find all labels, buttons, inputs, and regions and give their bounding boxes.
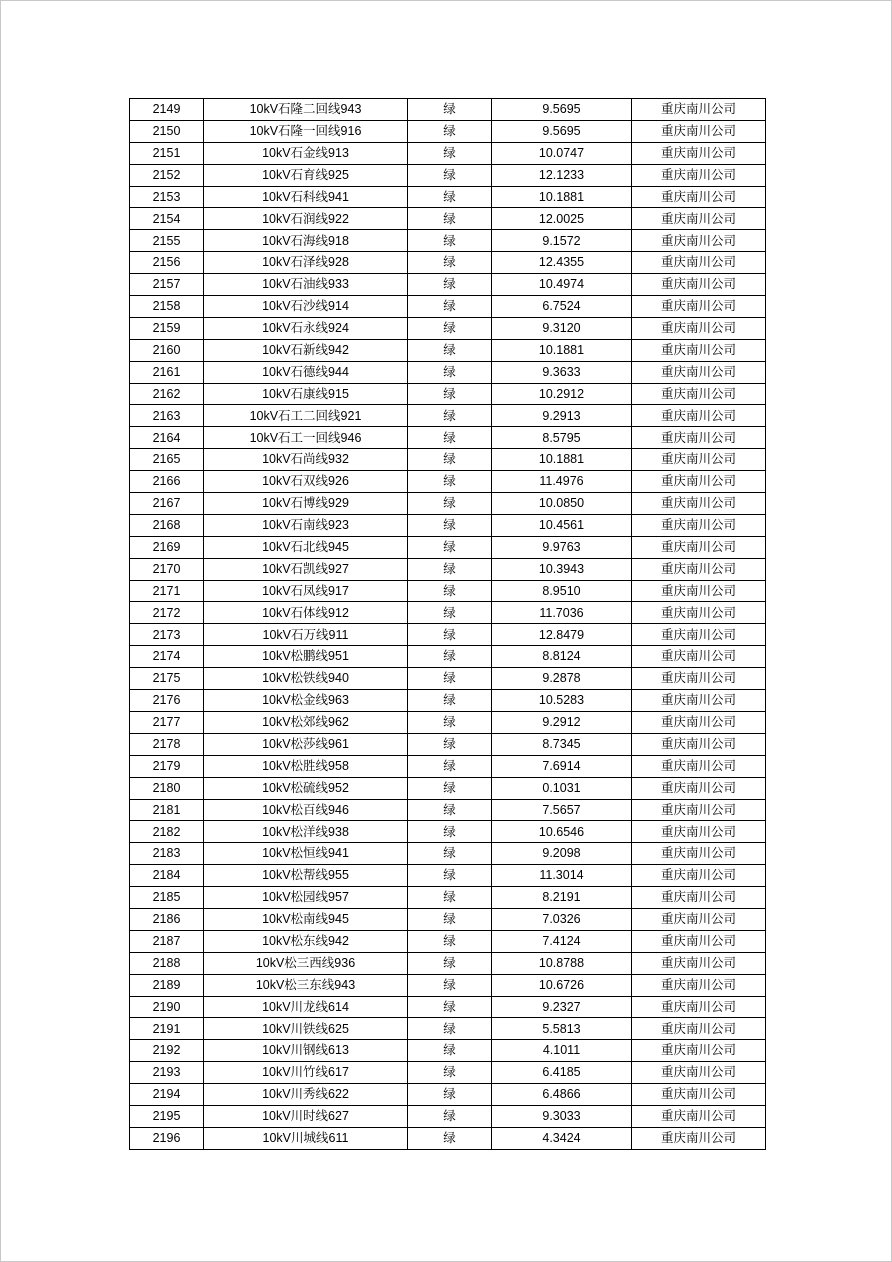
cell-organization: 重庆南川公司 — [632, 427, 766, 449]
cell-value: 9.2327 — [492, 996, 632, 1018]
cell-index: 2152 — [130, 164, 204, 186]
cell-color: 绿 — [408, 602, 492, 624]
cell-color: 绿 — [408, 711, 492, 733]
table-row — [130, 514, 766, 536]
data-table-container — [129, 98, 765, 1150]
cell-organization: 重庆南川公司 — [632, 230, 766, 252]
cell-organization: 重庆南川公司 — [632, 142, 766, 164]
cell-organization: 重庆南川公司 — [632, 624, 766, 646]
cell-value: 9.2912 — [492, 711, 632, 733]
cell-organization: 重庆南川公司 — [632, 99, 766, 121]
table-row — [130, 887, 766, 909]
cell-index: 2156 — [130, 252, 204, 274]
cell-line_name: 10kV石新线942 — [204, 339, 408, 361]
cell-index: 2172 — [130, 602, 204, 624]
cell-line_name: 10kV石康线915 — [204, 383, 408, 405]
cell-organization: 重庆南川公司 — [632, 799, 766, 821]
cell-line_name: 10kV松鹏线951 — [204, 646, 408, 668]
cell-organization: 重庆南川公司 — [632, 580, 766, 602]
cell-color: 绿 — [408, 471, 492, 493]
cell-line_name: 10kV石工二回线921 — [204, 405, 408, 427]
cell-index: 2192 — [130, 1040, 204, 1062]
table-row — [130, 952, 766, 974]
cell-organization: 重庆南川公司 — [632, 843, 766, 865]
cell-line_name: 10kV松金线963 — [204, 690, 408, 712]
cell-index: 2194 — [130, 1084, 204, 1106]
cell-organization: 重庆南川公司 — [632, 449, 766, 471]
cell-color: 绿 — [408, 930, 492, 952]
cell-index: 2171 — [130, 580, 204, 602]
table-row — [130, 602, 766, 624]
cell-index: 2161 — [130, 361, 204, 383]
cell-index: 2183 — [130, 843, 204, 865]
cell-color: 绿 — [408, 1084, 492, 1106]
table-row — [130, 208, 766, 230]
cell-organization: 重庆南川公司 — [632, 668, 766, 690]
cell-line_name: 10kV石隆一回线916 — [204, 120, 408, 142]
cell-value: 10.1881 — [492, 186, 632, 208]
cell-value: 10.4974 — [492, 274, 632, 296]
cell-index: 2155 — [130, 230, 204, 252]
cell-line_name: 10kV川铁线625 — [204, 1018, 408, 1040]
cell-organization: 重庆南川公司 — [632, 1062, 766, 1084]
cell-index: 2190 — [130, 996, 204, 1018]
table-row — [130, 274, 766, 296]
cell-organization: 重庆南川公司 — [632, 252, 766, 274]
cell-line_name: 10kV石隆二回线943 — [204, 99, 408, 121]
cell-line_name: 10kV松园线957 — [204, 887, 408, 909]
table-row — [130, 296, 766, 318]
cell-color: 绿 — [408, 974, 492, 996]
cell-line_name: 10kV松帮线955 — [204, 865, 408, 887]
cell-value: 9.3033 — [492, 1105, 632, 1127]
table-row — [130, 186, 766, 208]
cell-index: 2182 — [130, 821, 204, 843]
cell-value: 4.1011 — [492, 1040, 632, 1062]
cell-value: 5.5813 — [492, 1018, 632, 1040]
cell-organization: 重庆南川公司 — [632, 317, 766, 339]
cell-organization: 重庆南川公司 — [632, 471, 766, 493]
cell-organization: 重庆南川公司 — [632, 558, 766, 580]
cell-organization: 重庆南川公司 — [632, 755, 766, 777]
cell-color: 绿 — [408, 1018, 492, 1040]
cell-index: 2158 — [130, 296, 204, 318]
cell-index: 2188 — [130, 952, 204, 974]
cell-line_name: 10kV石双线926 — [204, 471, 408, 493]
cell-value: 6.4185 — [492, 1062, 632, 1084]
cell-line_name: 10kV石金线913 — [204, 142, 408, 164]
table-row — [130, 865, 766, 887]
table-row — [130, 230, 766, 252]
cell-index: 2166 — [130, 471, 204, 493]
cell-organization: 重庆南川公司 — [632, 602, 766, 624]
cell-index: 2159 — [130, 317, 204, 339]
cell-line_name: 10kV石南线923 — [204, 514, 408, 536]
cell-line_name: 10kV川龙线614 — [204, 996, 408, 1018]
table-row — [130, 558, 766, 580]
cell-organization: 重庆南川公司 — [632, 536, 766, 558]
cell-index: 2195 — [130, 1105, 204, 1127]
cell-value: 10.0850 — [492, 493, 632, 515]
cell-organization: 重庆南川公司 — [632, 361, 766, 383]
cell-color: 绿 — [408, 777, 492, 799]
cell-value: 11.3014 — [492, 865, 632, 887]
cell-color: 绿 — [408, 120, 492, 142]
cell-index: 2176 — [130, 690, 204, 712]
cell-index: 2185 — [130, 887, 204, 909]
cell-color: 绿 — [408, 449, 492, 471]
cell-line_name: 10kV松三西线936 — [204, 952, 408, 974]
cell-value: 8.7345 — [492, 733, 632, 755]
cell-line_name: 10kV石泽线928 — [204, 252, 408, 274]
cell-value: 10.3943 — [492, 558, 632, 580]
cell-color: 绿 — [408, 996, 492, 1018]
cell-organization: 重庆南川公司 — [632, 908, 766, 930]
cell-color: 绿 — [408, 733, 492, 755]
cell-color: 绿 — [408, 317, 492, 339]
table-row — [130, 733, 766, 755]
cell-color: 绿 — [408, 1127, 492, 1149]
cell-value: 7.0326 — [492, 908, 632, 930]
cell-value: 12.0025 — [492, 208, 632, 230]
table-row — [130, 471, 766, 493]
cell-value: 7.5657 — [492, 799, 632, 821]
cell-index: 2179 — [130, 755, 204, 777]
table-row — [130, 777, 766, 799]
table-row — [130, 1062, 766, 1084]
cell-value: 10.1881 — [492, 339, 632, 361]
cell-organization: 重庆南川公司 — [632, 120, 766, 142]
cell-index: 2165 — [130, 449, 204, 471]
table-row — [130, 120, 766, 142]
cell-line_name: 10kV松洋线938 — [204, 821, 408, 843]
cell-value: 7.6914 — [492, 755, 632, 777]
cell-organization: 重庆南川公司 — [632, 690, 766, 712]
cell-value: 10.6546 — [492, 821, 632, 843]
cell-index: 2191 — [130, 1018, 204, 1040]
table-row — [130, 1105, 766, 1127]
cell-organization: 重庆南川公司 — [632, 952, 766, 974]
cell-color: 绿 — [408, 296, 492, 318]
cell-value: 9.9763 — [492, 536, 632, 558]
cell-color: 绿 — [408, 755, 492, 777]
cell-index: 2180 — [130, 777, 204, 799]
cell-value: 10.2912 — [492, 383, 632, 405]
cell-organization: 重庆南川公司 — [632, 514, 766, 536]
cell-line_name: 10kV石工一回线946 — [204, 427, 408, 449]
cell-organization: 重庆南川公司 — [632, 383, 766, 405]
cell-organization: 重庆南川公司 — [632, 777, 766, 799]
cell-value: 8.5795 — [492, 427, 632, 449]
cell-line_name: 10kV川城线611 — [204, 1127, 408, 1149]
cell-organization: 重庆南川公司 — [632, 493, 766, 515]
table-row — [130, 930, 766, 952]
cell-value: 9.2878 — [492, 668, 632, 690]
table-row — [130, 142, 766, 164]
cell-color: 绿 — [408, 361, 492, 383]
cell-color: 绿 — [408, 624, 492, 646]
table-row — [130, 1040, 766, 1062]
table-row — [130, 405, 766, 427]
cell-value: 12.1233 — [492, 164, 632, 186]
cell-line_name: 10kV石凯线927 — [204, 558, 408, 580]
cell-color: 绿 — [408, 1040, 492, 1062]
table-row — [130, 493, 766, 515]
cell-line_name: 10kV松郊线962 — [204, 711, 408, 733]
cell-value: 8.9510 — [492, 580, 632, 602]
cell-color: 绿 — [408, 142, 492, 164]
table-row — [130, 164, 766, 186]
cell-value: 6.7524 — [492, 296, 632, 318]
cell-line_name: 10kV川竹线617 — [204, 1062, 408, 1084]
cell-index: 2153 — [130, 186, 204, 208]
cell-index: 2169 — [130, 536, 204, 558]
cell-value: 9.3633 — [492, 361, 632, 383]
cell-value: 9.1572 — [492, 230, 632, 252]
table-row — [130, 821, 766, 843]
cell-index: 2170 — [130, 558, 204, 580]
cell-value: 4.3424 — [492, 1127, 632, 1149]
cell-organization: 重庆南川公司 — [632, 1084, 766, 1106]
cell-color: 绿 — [408, 1062, 492, 1084]
cell-line_name: 10kV石尚线932 — [204, 449, 408, 471]
table-row — [130, 383, 766, 405]
table-row — [130, 536, 766, 558]
table-row — [130, 1127, 766, 1149]
cell-line_name: 10kV川钢线613 — [204, 1040, 408, 1062]
cell-organization: 重庆南川公司 — [632, 821, 766, 843]
cell-index: 2177 — [130, 711, 204, 733]
cell-organization: 重庆南川公司 — [632, 296, 766, 318]
cell-index: 2184 — [130, 865, 204, 887]
cell-organization: 重庆南川公司 — [632, 1040, 766, 1062]
cell-color: 绿 — [408, 821, 492, 843]
table-row — [130, 317, 766, 339]
cell-color: 绿 — [408, 558, 492, 580]
table-row — [130, 908, 766, 930]
table-row — [130, 580, 766, 602]
data-table — [129, 98, 766, 1150]
cell-organization: 重庆南川公司 — [632, 1105, 766, 1127]
table-row — [130, 361, 766, 383]
cell-value: 9.5695 — [492, 120, 632, 142]
cell-index: 2168 — [130, 514, 204, 536]
table-row — [130, 1018, 766, 1040]
cell-index: 2151 — [130, 142, 204, 164]
cell-line_name: 10kV石油线933 — [204, 274, 408, 296]
cell-color: 绿 — [408, 427, 492, 449]
cell-color: 绿 — [408, 164, 492, 186]
cell-value: 10.4561 — [492, 514, 632, 536]
cell-index: 2196 — [130, 1127, 204, 1149]
cell-value: 8.8124 — [492, 646, 632, 668]
cell-organization: 重庆南川公司 — [632, 1127, 766, 1149]
table-row — [130, 690, 766, 712]
cell-line_name: 10kV松胜线958 — [204, 755, 408, 777]
cell-line_name: 10kV川秀线622 — [204, 1084, 408, 1106]
cell-color: 绿 — [408, 843, 492, 865]
cell-color: 绿 — [408, 668, 492, 690]
cell-organization: 重庆南川公司 — [632, 186, 766, 208]
cell-organization: 重庆南川公司 — [632, 887, 766, 909]
cell-value: 10.1881 — [492, 449, 632, 471]
cell-value: 7.4124 — [492, 930, 632, 952]
cell-index: 2174 — [130, 646, 204, 668]
table-row — [130, 646, 766, 668]
cell-line_name: 10kV松东线942 — [204, 930, 408, 952]
cell-color: 绿 — [408, 865, 492, 887]
cell-line_name: 10kV松百线946 — [204, 799, 408, 821]
cell-value: 10.0747 — [492, 142, 632, 164]
cell-color: 绿 — [408, 252, 492, 274]
cell-index: 2187 — [130, 930, 204, 952]
cell-line_name: 10kV松恒线941 — [204, 843, 408, 865]
cell-value: 10.6726 — [492, 974, 632, 996]
cell-value: 9.3120 — [492, 317, 632, 339]
cell-line_name: 10kV松铁线940 — [204, 668, 408, 690]
cell-line_name: 10kV松三东线943 — [204, 974, 408, 996]
cell-color: 绿 — [408, 952, 492, 974]
table-row — [130, 755, 766, 777]
cell-color: 绿 — [408, 690, 492, 712]
cell-value: 12.8479 — [492, 624, 632, 646]
cell-index: 2173 — [130, 624, 204, 646]
table-row — [130, 974, 766, 996]
cell-value: 11.7036 — [492, 602, 632, 624]
cell-organization: 重庆南川公司 — [632, 274, 766, 296]
cell-index: 2193 — [130, 1062, 204, 1084]
cell-value: 0.1031 — [492, 777, 632, 799]
cell-value: 10.8788 — [492, 952, 632, 974]
cell-organization: 重庆南川公司 — [632, 711, 766, 733]
cell-color: 绿 — [408, 799, 492, 821]
cell-value: 9.5695 — [492, 99, 632, 121]
cell-line_name: 10kV石博线929 — [204, 493, 408, 515]
cell-organization: 重庆南川公司 — [632, 974, 766, 996]
cell-line_name: 10kV石北线945 — [204, 536, 408, 558]
table-row — [130, 449, 766, 471]
cell-organization: 重庆南川公司 — [632, 339, 766, 361]
cell-index: 2163 — [130, 405, 204, 427]
table-row — [130, 99, 766, 121]
cell-color: 绿 — [408, 274, 492, 296]
cell-index: 2189 — [130, 974, 204, 996]
table-row — [130, 252, 766, 274]
cell-value: 11.4976 — [492, 471, 632, 493]
table-body — [130, 99, 766, 1150]
cell-value: 9.2098 — [492, 843, 632, 865]
cell-color: 绿 — [408, 887, 492, 909]
cell-value: 8.2191 — [492, 887, 632, 909]
cell-line_name: 10kV川时线627 — [204, 1105, 408, 1127]
cell-index: 2157 — [130, 274, 204, 296]
cell-organization: 重庆南川公司 — [632, 733, 766, 755]
cell-line_name: 10kV石育线925 — [204, 164, 408, 186]
table-row — [130, 624, 766, 646]
cell-line_name: 10kV石科线941 — [204, 186, 408, 208]
cell-organization: 重庆南川公司 — [632, 1018, 766, 1040]
cell-color: 绿 — [408, 646, 492, 668]
cell-line_name: 10kV石永线924 — [204, 317, 408, 339]
cell-color: 绿 — [408, 536, 492, 558]
cell-color: 绿 — [408, 580, 492, 602]
cell-color: 绿 — [408, 405, 492, 427]
cell-value: 12.4355 — [492, 252, 632, 274]
table-row — [130, 843, 766, 865]
cell-organization: 重庆南川公司 — [632, 865, 766, 887]
table-row — [130, 668, 766, 690]
cell-index: 2164 — [130, 427, 204, 449]
cell-index: 2181 — [130, 799, 204, 821]
cell-index: 2160 — [130, 339, 204, 361]
cell-color: 绿 — [408, 493, 492, 515]
cell-index: 2162 — [130, 383, 204, 405]
cell-line_name: 10kV松硫线952 — [204, 777, 408, 799]
cell-color: 绿 — [408, 186, 492, 208]
cell-index: 2175 — [130, 668, 204, 690]
table-row — [130, 711, 766, 733]
cell-index: 2178 — [130, 733, 204, 755]
cell-line_name: 10kV石体线912 — [204, 602, 408, 624]
cell-index: 2154 — [130, 208, 204, 230]
table-row — [130, 996, 766, 1018]
cell-value: 9.2913 — [492, 405, 632, 427]
cell-organization: 重庆南川公司 — [632, 930, 766, 952]
table-row — [130, 799, 766, 821]
cell-organization: 重庆南川公司 — [632, 164, 766, 186]
table-row — [130, 1084, 766, 1106]
cell-color: 绿 — [408, 99, 492, 121]
cell-color: 绿 — [408, 230, 492, 252]
cell-index: 2167 — [130, 493, 204, 515]
cell-line_name: 10kV石凤线917 — [204, 580, 408, 602]
cell-color: 绿 — [408, 339, 492, 361]
cell-color: 绿 — [408, 908, 492, 930]
cell-index: 2186 — [130, 908, 204, 930]
cell-line_name: 10kV石沙线914 — [204, 296, 408, 318]
table-row — [130, 339, 766, 361]
cell-organization: 重庆南川公司 — [632, 405, 766, 427]
cell-value: 10.5283 — [492, 690, 632, 712]
cell-index: 2150 — [130, 120, 204, 142]
cell-color: 绿 — [408, 208, 492, 230]
cell-color: 绿 — [408, 1105, 492, 1127]
cell-organization: 重庆南川公司 — [632, 996, 766, 1018]
cell-line_name: 10kV石德线944 — [204, 361, 408, 383]
cell-line_name: 10kV松莎线961 — [204, 733, 408, 755]
cell-value: 6.4866 — [492, 1084, 632, 1106]
cell-organization: 重庆南川公司 — [632, 646, 766, 668]
cell-organization: 重庆南川公司 — [632, 208, 766, 230]
cell-line_name: 10kV石万线911 — [204, 624, 408, 646]
cell-color: 绿 — [408, 383, 492, 405]
cell-line_name: 10kV石海线918 — [204, 230, 408, 252]
cell-line_name: 10kV石润线922 — [204, 208, 408, 230]
cell-line_name: 10kV松南线945 — [204, 908, 408, 930]
table-row — [130, 427, 766, 449]
cell-index: 2149 — [130, 99, 204, 121]
cell-color: 绿 — [408, 514, 492, 536]
